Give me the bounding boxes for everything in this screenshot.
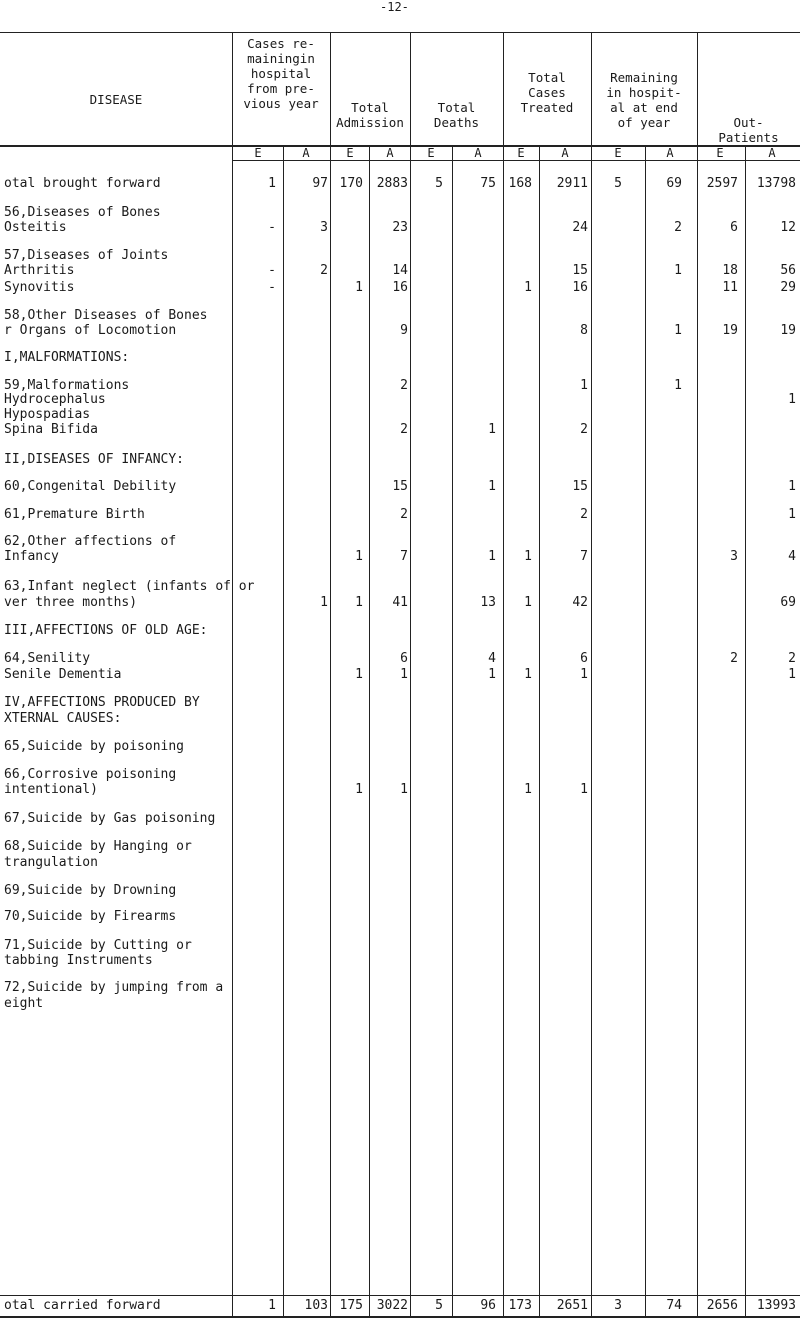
table-cell: 6 [580,651,588,666]
row-label: 66,Corrosive poisoning [4,767,177,782]
footer-cell: 74 [666,1298,682,1313]
table-cell: 1 [524,280,532,295]
row-label: r Organs of Locomotion [4,323,177,338]
footer-cell: 5 [435,1298,443,1313]
table-cell: 14 [392,263,408,278]
row-label: 65,Suicide by poisoning [4,739,185,754]
table-cell: 1 [674,378,682,393]
table-cell: 1 [788,392,796,407]
row-label: 64,Senility [4,651,91,666]
footer-cell: 3 [614,1298,622,1313]
table-cell: 2 [730,651,738,666]
row-label: Osteitis [4,220,67,235]
row-label: 58,Other Diseases of Bones [4,308,208,323]
row-label: XTERNAL CAUSES: [4,711,122,726]
row-label: 59,Malformations [4,378,130,393]
row-label: Spina Bifida [4,422,98,437]
row-label: 63,Infant neglect (infants of or [4,579,255,594]
footer-bottom-rule [0,1316,800,1318]
row-label: 56,Diseases of Bones [4,205,161,220]
subheader-a: A [561,146,569,160]
table-cell: 2911 [556,176,588,191]
footer-cell: 103 [304,1298,328,1313]
table-cell: 16 [392,280,408,295]
table-cell: 2 [580,507,588,522]
table-cell: - [268,280,276,295]
subheader-e: E [614,146,622,160]
table-cell: 1 [320,595,328,610]
table-cell: 29 [780,280,796,295]
table-cell: 2597 [706,176,738,191]
table-cell: 19 [780,323,796,338]
table-cell: 1 [355,280,363,295]
table-cell: 19 [722,323,738,338]
footer-cell: 175 [339,1298,363,1313]
sub-divider [452,147,453,1316]
table-cell: 1 [524,595,532,610]
table-cell: 1 [674,323,682,338]
header-disease: DISEASE [89,92,143,107]
row-label: intentional) [4,782,98,797]
table-cell: 1 [400,782,408,797]
table-cell: 1 [524,667,532,682]
table-cell: 1 [788,667,796,682]
footer-cell: 1 [268,1298,276,1313]
subheader-e: E [254,146,262,160]
footer-top-rule [0,1295,800,1296]
row-label: 67,Suicide by Gas poisoning [4,811,216,826]
table-cell: 16 [572,280,588,295]
table-cell: 1 [268,176,276,191]
table-cell: 1 [788,479,796,494]
table-cell: 1 [788,507,796,522]
footer-cell: 13993 [756,1298,796,1313]
table-cell: 15 [572,479,588,494]
row-label: ver three months) [4,595,138,610]
table-cell: 41 [392,595,408,610]
header-remaining-end: Remaining in hospit- al at end of year [606,70,682,130]
table-cell: 1 [580,782,588,797]
table-cell: 1 [355,782,363,797]
row-label: 72,Suicide by jumping from a [4,980,224,995]
sub-divider [283,147,284,1316]
footer-cell: 3022 [376,1298,408,1313]
table-cell: 2883 [376,176,408,191]
row-label: 71,Suicide by Cutting or [4,938,192,953]
row-label: II,DISEASES OF INFANCY: [4,452,185,467]
row-label: tabbing Instruments [4,953,153,968]
table-cell: 3 [320,220,328,235]
footer-cell: 2656 [706,1298,738,1313]
table-cell: 1 [580,667,588,682]
table-cell: 1 [355,595,363,610]
footer-label: otal carried forward [4,1298,161,1313]
table-cell: 1 [488,667,496,682]
subheader-a: A [386,146,394,160]
row-label: Arthritis [4,263,75,278]
table-cell: 2 [400,507,408,522]
table-cell: 1 [524,782,532,797]
table-cell: 15 [572,263,588,278]
table-cell: 6 [400,651,408,666]
table-top-rule [0,32,800,33]
footer-cell: 96 [480,1298,496,1313]
row-label: Hydrocephalus [4,392,106,407]
table-cell: 56 [780,263,796,278]
row-label: Synovitis [4,280,75,295]
table-cell: 2 [788,651,796,666]
table-cell: 1 [488,479,496,494]
table-cell: 7 [580,549,588,564]
table-cell: 11 [722,280,738,295]
row-label: IV,AFFECTIONS PRODUCED BY [4,695,200,710]
table-cell: 4 [488,651,496,666]
page-number: -12- [380,0,409,14]
table-cell: 24 [572,220,588,235]
row-label: 57,Diseases of Joints [4,248,169,263]
table-cell: 1 [355,667,363,682]
table-cell: 1 [400,667,408,682]
footer-cell: 2651 [556,1298,588,1313]
row-label: otal brought forward [4,176,161,191]
table-cell: - [268,220,276,235]
table-cell: 170 [339,176,363,191]
row-label: 70,Suicide by Firearms [4,909,177,924]
subheader-a: A [474,146,482,160]
subheader-e: E [716,146,724,160]
table-cell: 2 [580,422,588,437]
table-cell: 2 [674,220,682,235]
row-label: 60,Congenital Debility [4,479,177,494]
table-cell: 1 [674,263,682,278]
table-cell: 4 [788,549,796,564]
table-cell: 69 [780,595,796,610]
subheader-a: A [302,146,310,160]
table-cell: 9 [400,323,408,338]
subheader-e: E [517,146,525,160]
table-cell: 13798 [756,176,796,191]
table-cell: 1 [524,549,532,564]
row-label: 61,Premature Birth [4,507,145,522]
row-label: Hypospadias [4,407,91,422]
table-cell: 7 [400,549,408,564]
table-cell: 97 [312,176,328,191]
table-cell: 23 [392,220,408,235]
table-cell: 8 [580,323,588,338]
table-cell: 2 [320,263,328,278]
table-cell: 1 [488,549,496,564]
table-cell: 2 [400,422,408,437]
table-cell: 15 [392,479,408,494]
header-total-admission: Total Admission [336,100,404,130]
table-cell: 75 [480,176,496,191]
row-label: 69,Suicide by Drowning [4,883,177,898]
row-label: Senile Dementia [4,667,122,682]
table-cell: 69 [666,176,682,191]
col-divider [410,32,411,1316]
table-cell: 13 [480,595,496,610]
table-cell: 3 [730,549,738,564]
row-label: Infancy [4,549,59,564]
header-rule [0,145,800,147]
row-label: III,AFFECTIONS OF OLD AGE: [4,623,208,638]
table-cell: 6 [730,220,738,235]
subheader-e: E [346,146,354,160]
footer-cell: 173 [508,1298,532,1313]
col-divider [591,32,592,1316]
table-cell: 1 [488,422,496,437]
table-cell: 1 [580,378,588,393]
header-out-patients: Out- Patients [718,115,779,145]
row-label: 68,Suicide by Hanging or [4,839,192,854]
table-cell: 5 [614,176,622,191]
subheader-a: A [768,146,776,160]
row-label: trangulation [4,855,98,870]
row-label: 62,Other affections of [4,534,177,549]
subheader-a: A [666,146,674,160]
table-cell: 2 [400,378,408,393]
row-label: I,MALFORMATIONS: [4,350,130,365]
subheader-rule [232,160,800,161]
header-total-treated: Total Cases Treated [520,70,574,115]
table-cell: 42 [572,595,588,610]
table-cell: 168 [508,176,532,191]
table-cell: - [268,263,276,278]
row-label: eight [4,996,44,1011]
table-cell: 5 [435,176,443,191]
table-cell: 1 [355,549,363,564]
header-remaining-prev: Cases re- mainingin hospital from pre- vious year [243,36,319,111]
header-total-deaths: Total Deaths [433,100,480,130]
subheader-e: E [427,146,435,160]
table-cell: 18 [722,263,738,278]
table-cell: 12 [780,220,796,235]
